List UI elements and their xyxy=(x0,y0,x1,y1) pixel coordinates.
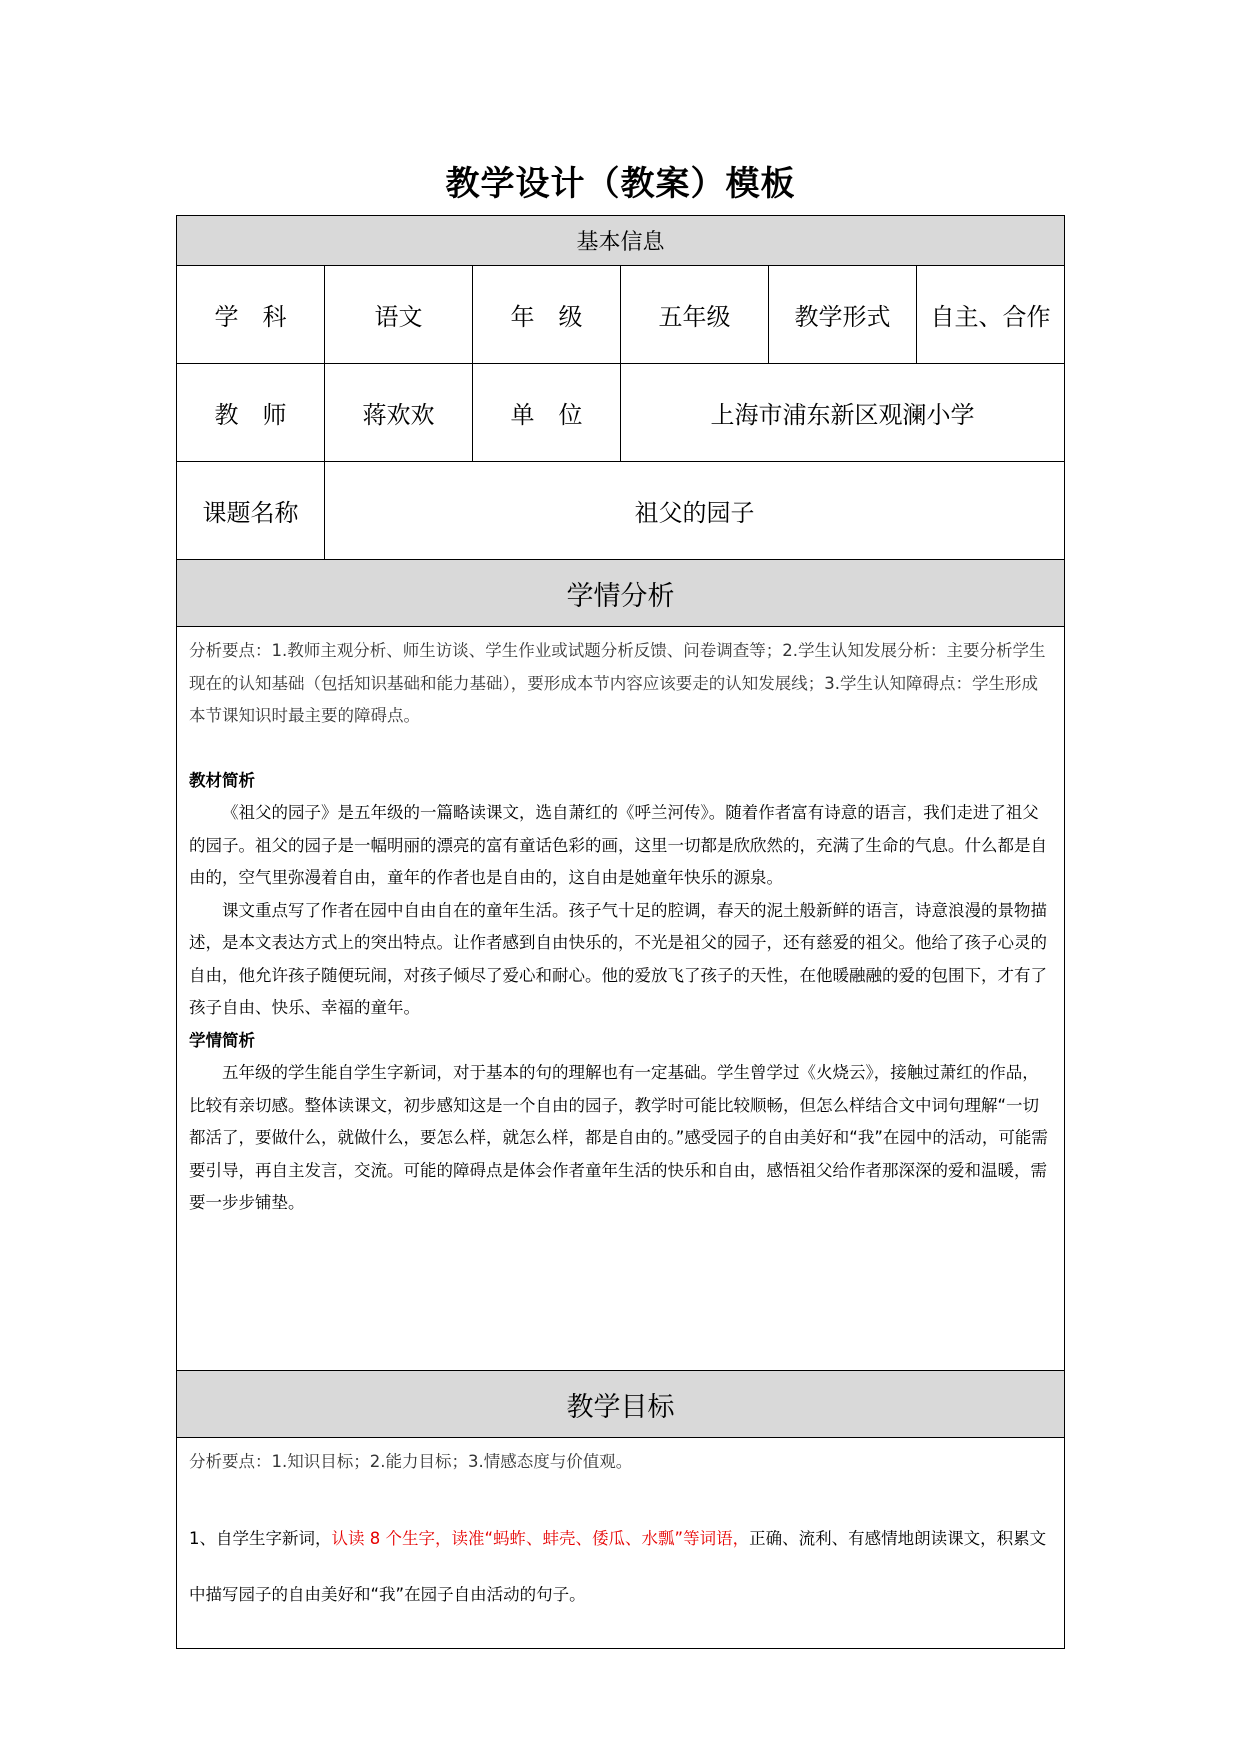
student-analysis-heading: 学情简析 xyxy=(189,1030,255,1050)
subject-label: 学 科 xyxy=(177,266,325,364)
topic-value: 祖父的园子 xyxy=(325,462,1065,560)
textbook-analysis-heading: 教材简析 xyxy=(189,770,255,790)
goals-points: 分析要点：1.知识目标；2.能力目标；3.情感态度与价值观。 xyxy=(189,1452,633,1471)
lesson-plan-table xyxy=(176,215,1065,1649)
teaching-form-value: 自主、合作 xyxy=(917,266,1065,364)
section-header-student-analysis: 学情分析 xyxy=(177,560,1065,627)
teacher-value: 蒋欢欢 xyxy=(325,364,473,462)
student-analysis-content xyxy=(177,627,1065,1371)
section-header-teaching-goals: 教学目标 xyxy=(177,1371,1065,1438)
section-header-basic-info: 基本信息 xyxy=(177,216,1065,266)
document-title: 教学设计（教案）模板 xyxy=(445,164,796,204)
grade-value: 五年级 xyxy=(621,266,769,364)
subject-value: 语文 xyxy=(325,266,473,364)
textbook-analysis-paragraph-1: 《祖父的园子》是五年级的一篇略读课文，选自萧红的《呼兰河传》。随着作者富有诗意的语言，我们走进了祖父的园子。祖父的园子是一幅明丽的漂亮的富有童话色彩的画，这里一切都是欣欣然的，充满了生命的气息。什么都是自由的，空气里弥漫着自由，童年的作者也是自由的，这自由是她童年快乐的源泉。 xyxy=(189,803,1047,887)
goal-1-prefix: 1、自学生字新词， xyxy=(189,1528,332,1548)
grade-label: 年 级 xyxy=(473,266,621,364)
goal-item-1 xyxy=(189,1511,1052,1623)
unit-label: 单 位 xyxy=(473,364,621,462)
topic-label: 课题名称 xyxy=(177,462,325,560)
teacher-label: 教 师 xyxy=(177,364,325,462)
teaching-goals-content xyxy=(177,1438,1065,1649)
goal-1-suffix: 正确、流利、有感情地朗读课文，积累文中描写园子的自由美好和“我”在园子自由活动的句子。 xyxy=(189,1528,1047,1604)
textbook-analysis-paragraph-2: 课文重点写了作者在园中自由自在的童年生活。孩子气十足的腔调，春天的泥土般新鲜的语言，诗意浪漫的景物描述，是本文表达方式上的突出特点。让作者感到自由快乐的，不光是祖父的园子，还有慈爱的祖父。他给了孩子心灵的自由，他允许孩子随便玩闹，对孩子倾尽了爱心和耐心。他的爱放飞了孩子的天性，在他暖融融的爱的包围下，才有了孩子自由、快乐、幸福的童年。 xyxy=(189,900,1047,1017)
analysis-points: 分析要点：1.教师主观分析、师生访谈、学生作业或试题分析反馈、问卷调查等；2.学生认知发展分析：主要分析学生现在的认知基础（包括知识基础和能力基础），要形成本节内容应该要走的认知发展线；3.学生认知障碍点：学生形成本节课知识时最主要的障碍点。 xyxy=(189,641,1046,725)
goal-1-highlight: 认读 8 个生字，读准“蚂蚱、蚌壳、倭瓜、水瓢”等词语， xyxy=(331,1528,750,1548)
student-analysis-paragraph: 五年级的学生能自学生字新词，对于基本的句的理解也有一定基础。学生曾学过《火烧云》，接触过萧红的作品，比较有亲切感。整体读课文，初步感知这是一个自由的园子，教学时可能比较顺畅，但怎么样结合文中词句理解“一切都活了，要做什么，就做什么，要怎么样，就怎么样，都是自由的。”感受园子的自由美好和“我”在园中的活动，可能需要引导，再自主发言，交流。可能的障碍点是体会作者童年生活的快乐和自由，感悟祖父给作者那深深的爱和温暖，需要一步步铺垫。 xyxy=(189,1063,1048,1212)
unit-value: 上海市浦东新区观澜小学 xyxy=(621,364,1065,462)
teaching-form-label: 教学形式 xyxy=(769,266,917,364)
